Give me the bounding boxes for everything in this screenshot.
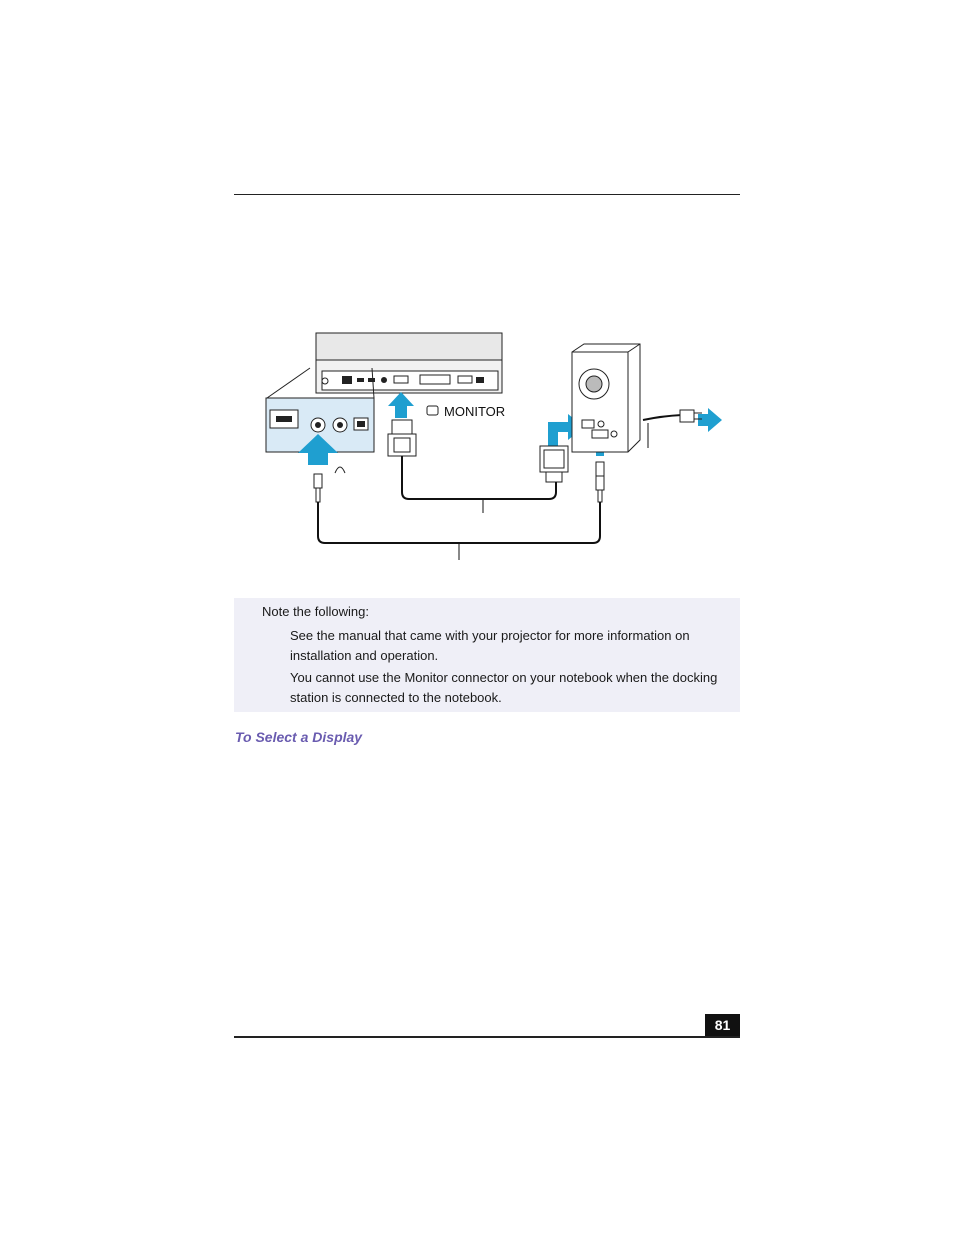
notebook-illustration bbox=[316, 333, 502, 393]
note-item: You cannot use the Monitor connector on your notebook when the docking station is connected to the notebook. bbox=[290, 670, 718, 705]
footer-rule bbox=[234, 1036, 740, 1038]
projector-connection-diagram bbox=[262, 330, 724, 565]
note-title: Note the following: bbox=[262, 604, 369, 619]
note-box bbox=[234, 598, 740, 712]
headphone-icon bbox=[335, 467, 345, 473]
projector-illustration bbox=[572, 344, 640, 452]
monitor-icon bbox=[427, 406, 438, 415]
page-number: 81 bbox=[705, 1014, 740, 1036]
monitor-label: MONITOR bbox=[444, 404, 506, 419]
section-heading: To Select a Display bbox=[235, 729, 363, 745]
note-item: See the manual that came with your projector for more information on installation and operation. bbox=[290, 628, 690, 663]
header-rule bbox=[234, 194, 740, 195]
